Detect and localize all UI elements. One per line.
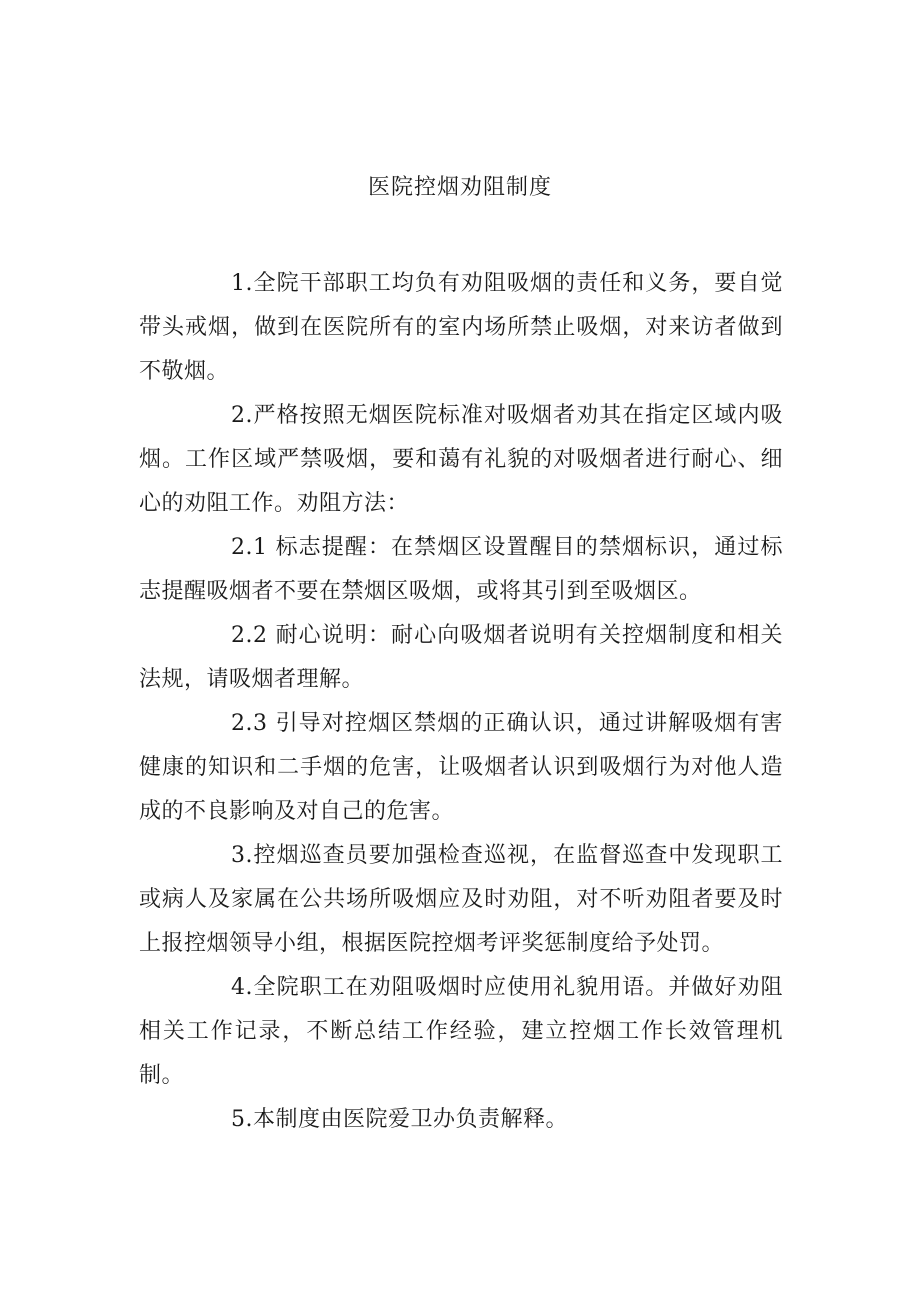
paragraph-2 — [139, 394, 783, 526]
paragraph-text: .本制度由医院爱卫办负责解释。 — [245, 1107, 568, 1132]
paragraph-number: 3 — [231, 843, 246, 868]
paragraph-text: 引导对控烟区禁烟的正确认识，通过讲解吸烟有害健康的知识和二手烟的危害，让吸烟者认识到吸烟行为对他人造成的不良影响及对自己的危害。 — [139, 711, 783, 824]
document-body — [139, 262, 783, 1142]
paragraph-number: 2 — [231, 403, 246, 428]
paragraph-text: .全院职工在劝阻吸烟时应使用礼貌用语。并做好劝阻相关工作记录，不断总结工作经验，建立控烟工作长效管理机制。 — [139, 975, 783, 1088]
paragraph-1 — [139, 262, 783, 394]
paragraph-number: 2.2 — [231, 623, 268, 648]
paragraph-number: 1 — [231, 271, 246, 296]
paragraph-2-1 — [139, 526, 783, 614]
paragraph-text: 标志提醒：在禁烟区设置醒目的禁烟标识，通过标志提醒吸烟者不要在禁烟区吸烟，或将其引到至吸烟区。 — [139, 535, 783, 604]
page-title: 医院控烟劝阻制度 — [367, 175, 552, 200]
paragraph-number: 2.3 — [231, 711, 268, 736]
paragraph-number: 5 — [231, 1107, 246, 1132]
paragraph-2-3 — [139, 702, 783, 834]
paragraph-5 — [139, 1098, 783, 1142]
paragraph-text: .严格按照无烟医院标准对吸烟者劝其在指定区域内吸烟。工作区域严禁吸烟，要和蔼有礼貌的对吸烟者进行耐心、细心的劝阻工作。劝阻方法： — [139, 403, 783, 516]
paragraph-number: 4 — [231, 975, 246, 1000]
paragraph-number: 2.1 — [231, 535, 268, 560]
paragraph-text: 耐心说明：耐心向吸烟者说明有关控烟制度和相关法规，请吸烟者理解。 — [139, 623, 783, 692]
paragraph-text: .控烟巡查员要加强检查巡视，在监督巡查中发现职工或病人及家属在公共场所吸烟应及时劝阻，对不听劝阻者要及时上报控烟领导小组，根据医院控烟考评奖惩制度给予处罚。 — [139, 843, 783, 956]
paragraph-3 — [139, 834, 783, 966]
paragraph-4 — [139, 966, 783, 1098]
paragraph-text: .全院干部职工均负有劝阻吸烟的责任和义务，要自觉带头戒烟，做到在医院所有的室内场所禁止吸烟，对来访者做到不敬烟。 — [139, 271, 783, 384]
paragraph-2-2 — [139, 614, 783, 702]
